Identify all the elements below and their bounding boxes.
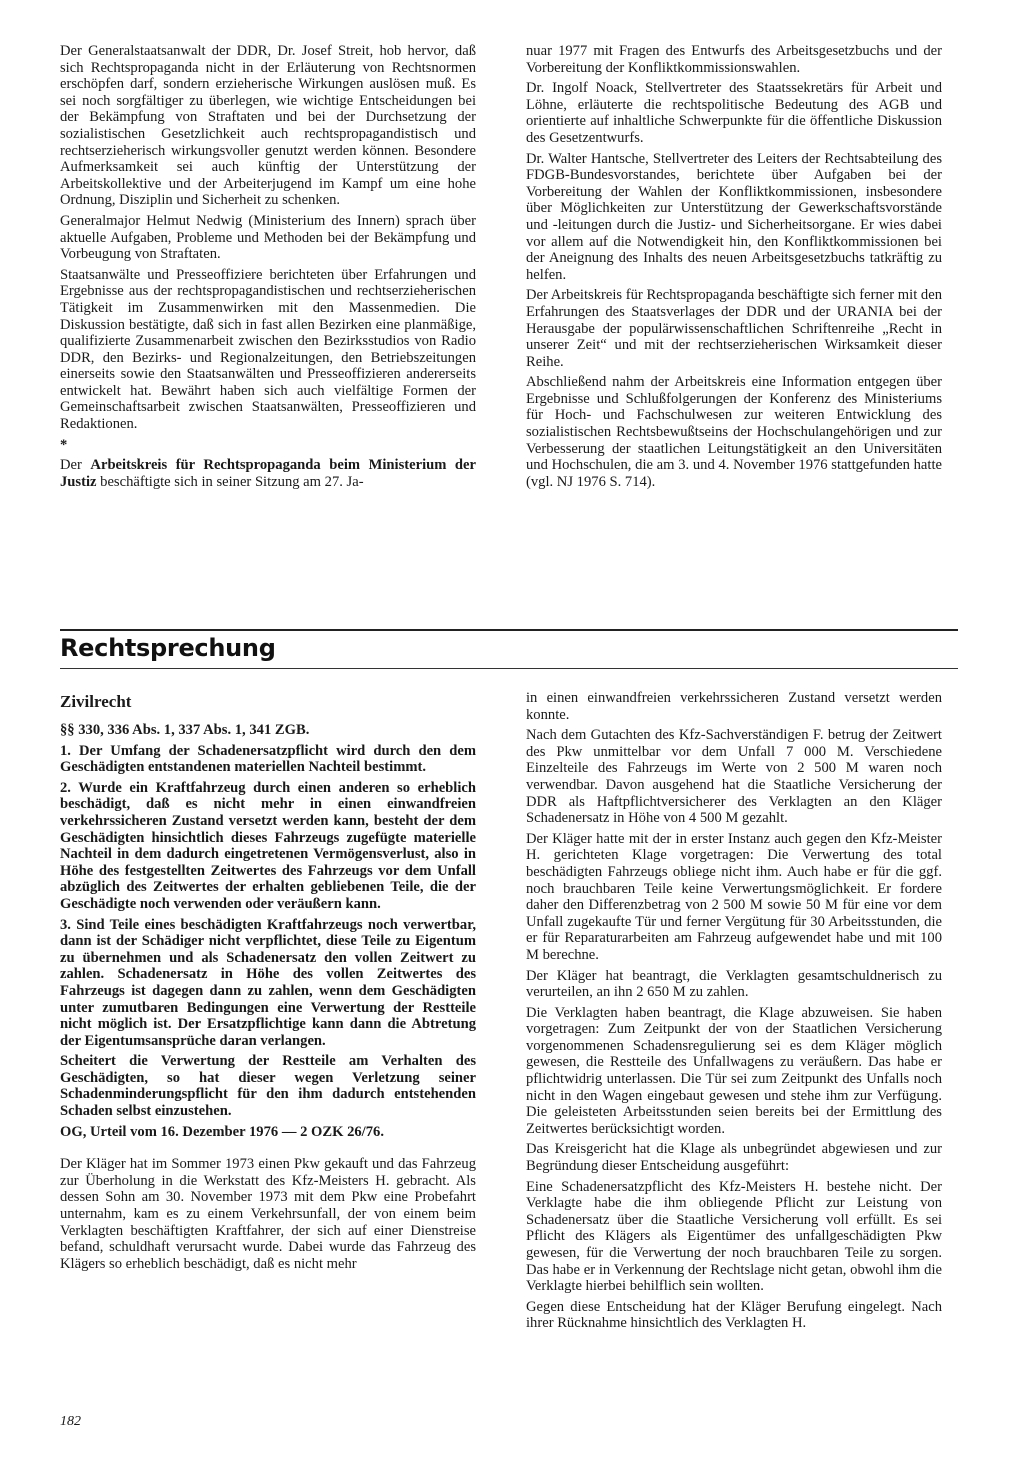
headnote-1: 1. Der Umfang der Schadenersatzpflicht wird durch den dem Geschädigten entstandenen materiellen Nachteil bestimmt. [60, 742, 476, 776]
paragraph: Generalmajor Helmut Nedwig (Ministerium des Innern) sprach über aktuelle Aufgaben, Probleme und Methoden bei der Bekämpfung und Vorbeugung von Straftaten. [60, 212, 476, 263]
text-span: Der [60, 457, 82, 474]
paragraph: Dr. Walter Hantsche, Stellvertreter des Leiters der Rechtsabteilung des FDGB-Bundesvorstandes, berichtete über Aufgaben bei der Vorbereitung der Wahlen der Konfliktkommissionen, insbesondere über Möglichkeiten zur Unterstützung der Gewerkschaftsvorstände und -leitungen durch die Justiz- und Sicherheitsorgane. Er wies dabei vor allem auf die Notwendigkeit hin, den Konfliktkommissionen bei der Aneignung des Inhalts des neuen Arbeitsgesetzbuchs tatkräftig zu helfen. [526, 150, 942, 283]
paragraph: Der Kläger hat beantragt, die Verklagten gesamtschuldnerisch zu verurteilen, an ihn 2 650 M zu zahlen. [526, 967, 942, 1001]
section-rule-top [60, 629, 958, 631]
paragraph: Eine Schadenersatzpflicht des Kfz-Meisters H. bestehe nicht. Der Verklagte habe die ihm obliegende Pflicht zur Leistung von Schadenersatz über die Staatliche Versicherung voll erfüllt. Es sei Pflicht des Klägers als Eigentümer des unfallgeschädigten Pkw gewesen, für die Verwertung der noch brauchbaren Teile zu sorgen. Das habe er in Verkennung der Rechtslage nicht getan, obwohl ihm die Verklagte hierbei behilflich sein wollten. [526, 1178, 942, 1295]
paragraph: Die Verklagten haben beantragt, die Klage abzuweisen. Sie haben vorgetragen: Zum Zeitpunkt der von der Staatlichen Versicherung vorgenommenen Schadensregulierung sei es dem Kläger möglich gewesen, die Restteile des Unfallwagens zu veräußern. Das habe er pflichtwidrig unterlassen. Die Tür sei zum Zeitpunkt des Unfalls noch nicht in den Wagen eingebaut gewesen und stehe ihm zur Verfügung. Die geleisteten Arbeitsstunden seien bereits bei der Ermittlung des Zeitwertes berücksichtigt worden. [526, 1004, 942, 1137]
paragraph: Der Kläger hat im Sommer 1973 einen Pkw gekauft und das Fahrzeug zur Überholung in die Werkstatt des Kfz-Meisters H. gebracht. Als dessen Sohn am 30. November 1973 mit dem Pkw eine Probefahrt unternahm, kam es zu einem Verkehrsunfall, der von einem beim Verklagten beschäftigten Kraftfahrer, der sich auf einer Dienstreise befand, schuldhaft verursacht wurde. Dabei wurde das Fahrzeug des Klägers so erheblich beschädigt, daß es nicht mehr [60, 1156, 476, 1272]
text-span: beschäftigte sich in seiner Sitzung am 27. Ja- [100, 473, 364, 490]
headnote-4: Scheitert die Verwertung der Restteile am Verhalten des Geschädigten, so hat dieser wegen Verletzung seiner Schadenminderungspflicht für den ihm dadurch entstehenden Schaden selbst einzustehen. [60, 1053, 476, 1120]
bold-text-span: Arbeitskreis für Rechtspropaganda beim Ministerium der Justiz [60, 457, 476, 490]
paragraph: Staatsanwälte und Presseoffiziere berichteten über Erfahrungen und Ergebnisse aus der rechtspropagandistischen und rechtserzieherischen Tätigkeit im Zusammenwirken mit den Massenmedien. Die Diskussion bestätigte, daß sich in fast allen Bezirken eine planmäßige, qualifizierte Zusammenarbeit zwischen den Bezirksstudios von Radio DDR, den Bezirks- und Regionalzeitungen, den Betriebszeitungen einerseits sowie den Staatsanwälten und Presseoffizieren andererseits entwickelt hat. Bewährt haben sich auch vielfältige Formen der Gemeinschaftsarbeit zwischen Staatsanwälten, Presseoffizieren und Redaktionen. [60, 266, 476, 433]
subsection-heading: Zivilrecht [60, 692, 132, 711]
paragraph: Abschließend nahm der Arbeitskreis eine Information entgegen über Ergebnisse und Schlußfolgerungen der Konferenz des Ministeriums für Hoch- und Fachschulwesen zur weiteren Entwicklung des sozialistischen Rechtsbewußtseins der Hochschulangehörigen und zur Verbesserung der staatlichen Leitungstätigkeit an den Universitäten und Hochschulen, die am 3. und 4. November 1976 stattgefunden hatte (vgl. NJ 1976 S. 714). [526, 374, 942, 490]
section-rule-bottom [60, 668, 958, 669]
paragraph: in einen einwandfreien verkehrssicheren Zustand versetzt werden konnte. [526, 690, 942, 723]
paragraph: Nach dem Gutachten des Kfz-Sachverständigen F. betrug der Zeitwert des Pkw unmittelbar vor dem Unfall 7 000 M. Verschiedene Einzelteile des Fahrzeugs im Werte von 2 500 M waren noch verwendbar. Davon ausgehend hat die Staatliche Versicherung der DDR als Haftpflichtversicherer des Verklagten an den Kläger Schadenersatz in Höhe von 4 500 M gezahlt. [526, 727, 942, 827]
paragraph: Der Arbeitskreis für Rechtspropaganda beschäftigte sich ferner mit den Erfahrungen des Staatsverlages der DDR und der URANIA bei der Herausgabe der populärwissenschaftlichen Schriftenreihe „Recht in unserer Zeit“ und mit der rechtserzieherischen Wirksamkeit dieser Reihe. [526, 287, 942, 370]
paragraph: nuar 1977 mit Fragen des Entwurfs des Arbeitsgesetzbuchs und der Vorbereitung der Konfliktkommissionswahlen. [526, 43, 942, 76]
paragraph: Der Generalstaatsanwalt der DDR, Dr. Josef Streit, hob hervor, daß sich Rechtspropaganda nicht in der Erläuterung von Rechtsnormen erschöpfen darf, sondern erzieherische Wirkungen auslösen muß. Es sei noch sorgfältiger zu überlegen, wie wichtige Entscheidungen bei der Bekämpfung von Straftaten und bei der Durchsetzung der sozialistischen Gesetzlichkeit auch rechtspropagandistisch und rechtserzieherisch wirkungsvoller genutzt werden können. Besondere Aufmerksamkeit sei auch künftig der Unterstützung der Arbeitskollektive und der Arbeiterjugend im Kampf um eine hohe Ordnung, Disziplin und Sicherheit zu schenken. [60, 43, 476, 209]
section-separator: * [60, 436, 68, 453]
lower-left-column [60, 690, 476, 1276]
paragraph: Das Kreisgericht hat die Klage als unbegründet abgewiesen und zur Begründung dieser Entscheidung ausgeführt: [526, 1141, 942, 1175]
paragraph: Dr. Ingolf Noack, Stellvertreter des Staatssekretärs für Arbeit und Löhne, erläuterte die rechtspolitische Bedeutung des AGB und orientierte auf inhaltliche Schwerpunkte für die öffentliche Diskussion des Gesetzentwurfs. [526, 80, 942, 146]
lower-right-column [526, 690, 942, 1336]
headnote-3: 3. Sind Teile eines beschädigten Kraftfahrzeugs noch verwertbar, dann ist der Schädiger nicht verpflichtet, diese Teile zu Eigentum zu übernehmen und als Schadenersatz den vollen Zeitwert zu zahlen. Schadenersatz in Höhe des vollen Zeitwertes des Fahrzeugs ist dagegen dann zu zahlen, wenn dem Geschädigten unter zumutbaren Bedingungen eine Verwertung der Restteile nicht möglich ist. Der Ersatzpflichtige kann dann die Abtretung der Eigentumsansprüche daran verlangen. [60, 916, 476, 1049]
upper-left-column [60, 43, 476, 494]
headnote-2: 2. Wurde ein Kraftfahrzeug durch einen anderen so erheblich beschädigt, daß es nicht mehr in einen einwandfreien verkehrssicheren Zustand versetzt werden kann, besteht der dem Geschädigten hinsichtlich dieses Fahrzeugs zugefügte materielle Nachteil in dem dadurch eingetretenen Vermögensverlust, also in Höhe des festgestellten Zeitwertes des Fahrzeugs vor dem Unfall abzüglich des Zeitwertes der erhalten gebliebenen Teile, die der Geschädigte noch verwenden oder veräußern kann. [60, 779, 476, 912]
upper-right-column [526, 43, 942, 494]
statute-citation: §§ 330, 336 Abs. 1, 337 Abs. 1, 341 ZGB. [60, 722, 310, 738]
paragraph: Der Kläger hatte mit der in erster Instanz auch gegen den Kfz-Meister H. gerichteten Klage vorgetragen: Die Verwertung des total beschädigten Fahrzeugs obliege nicht ihm. Auch habe er für die ggf. noch brauchbaren Teile keine Verwertungsmöglichkeit. Er fordere daher den Differenzbetrag von 2 500 M sowie 50 M für eine vor dem Unfall zugekaufte Tür und ferner Vergütung für 30 Arbeitsstunden, die er für Reparaturarbeiten am Fahrzeug aufgewendet habe und mit 100 M berechne. [526, 830, 942, 963]
paragraph: Gegen diese Entscheidung hat der Kläger Berufung eingelegt. Nach ihrer Rücknahme hinsichtlich des Verklagten H. [526, 1298, 942, 1332]
court-decision-reference: OG, Urteil vom 16. Dezember 1976 — 2 OZK 26/76. [60, 1123, 384, 1140]
page-number: 182 [60, 1414, 81, 1429]
paragraph [60, 457, 476, 490]
section-title: Rechtsprechung [60, 634, 276, 662]
